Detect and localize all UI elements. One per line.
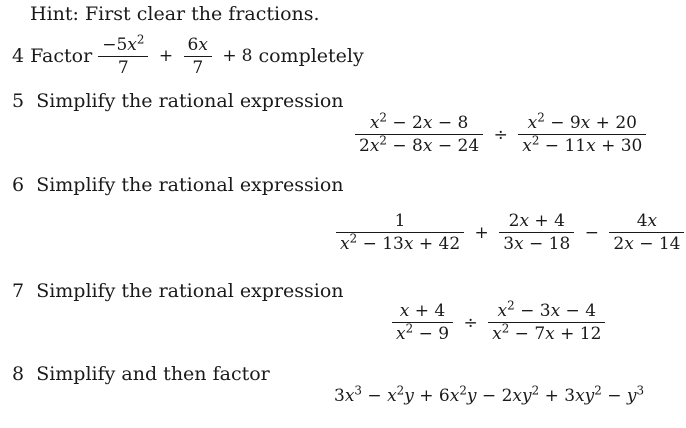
problem-5-label: Simplify the rational expression [36, 90, 344, 112]
problem-8-label: Simplify and then factor [36, 363, 270, 385]
problem-4-label: Factor [30, 45, 93, 67]
fraction-1: $\frac{-5x^2}{7}$ [98, 34, 148, 79]
problem-6-expression: $\frac{1}{x^2 - 13x + 42}$ + $\frac{2x + 4}{3x - 18}$ − $\frac{4x}{2x - 14}$ [336, 210, 684, 255]
problem-5-expression: $\frac{x^2 - 2x - 8}{2x^2 - 8x - 24}$ ÷ $\frac{x^2 - 9x + 20}{x^2 - 11x + 30}$ [355, 112, 646, 157]
fraction-3: $\frac{4x}{2x - 14}$ [609, 210, 684, 255]
problem-7-label: Simplify the rational expression [36, 280, 344, 302]
problem-6 [12, 173, 344, 197]
problem-8 [12, 362, 270, 386]
problem-7-expression: $\frac{x + 4}{x^2 - 9}$ ÷ $\frac{x^2 - 3x - 4}{x^2 - 7x + 12}$ [392, 300, 605, 345]
fraction-2: $\frac{2x + 4}{3x - 18}$ [499, 210, 574, 255]
fraction-1: $\frac{1}{x^2 - 13x + 42}$ [336, 210, 464, 255]
fraction-right: $\frac{x^2 - 9x + 20}{x^2 - 11x + 30}$ [518, 112, 646, 157]
hint-text: Hint: First clear the fractions. [30, 3, 320, 25]
fraction-2: $\frac{6x}{7}$ [184, 34, 212, 79]
problem-4-expression: $\frac{-5x^2}{7}$ + $\frac{6x}{7}$ + 8 [98, 34, 252, 79]
problem-6-label: Simplify the rational expression [36, 174, 344, 196]
problem-4 [12, 30, 364, 82]
fraction-right: $\frac{x^2 - 3x - 4}{x^2 - 7x + 12}$ [488, 300, 605, 345]
problem-6-number: 6 [12, 174, 25, 196]
problem-4-suffix: completely [258, 45, 364, 67]
problem-8-number: 8 [12, 363, 25, 385]
problem-5-number: 5 [12, 90, 25, 112]
fraction-left: $\frac{x^2 - 2x - 8}{2x^2 - 8x - 24}$ [355, 112, 483, 157]
problem-4-number: 4 [12, 45, 25, 67]
problem-5 [12, 89, 344, 113]
problem-7 [12, 279, 344, 303]
fraction-left: $\frac{x + 4}{x^2 - 9}$ [392, 300, 453, 345]
problem-8-expression: $3x^3 - x^2y + 6x^2y - 2xy^2 + 3xy^2 - y^3$ [334, 383, 645, 406]
problem-7-number: 7 [12, 280, 25, 302]
